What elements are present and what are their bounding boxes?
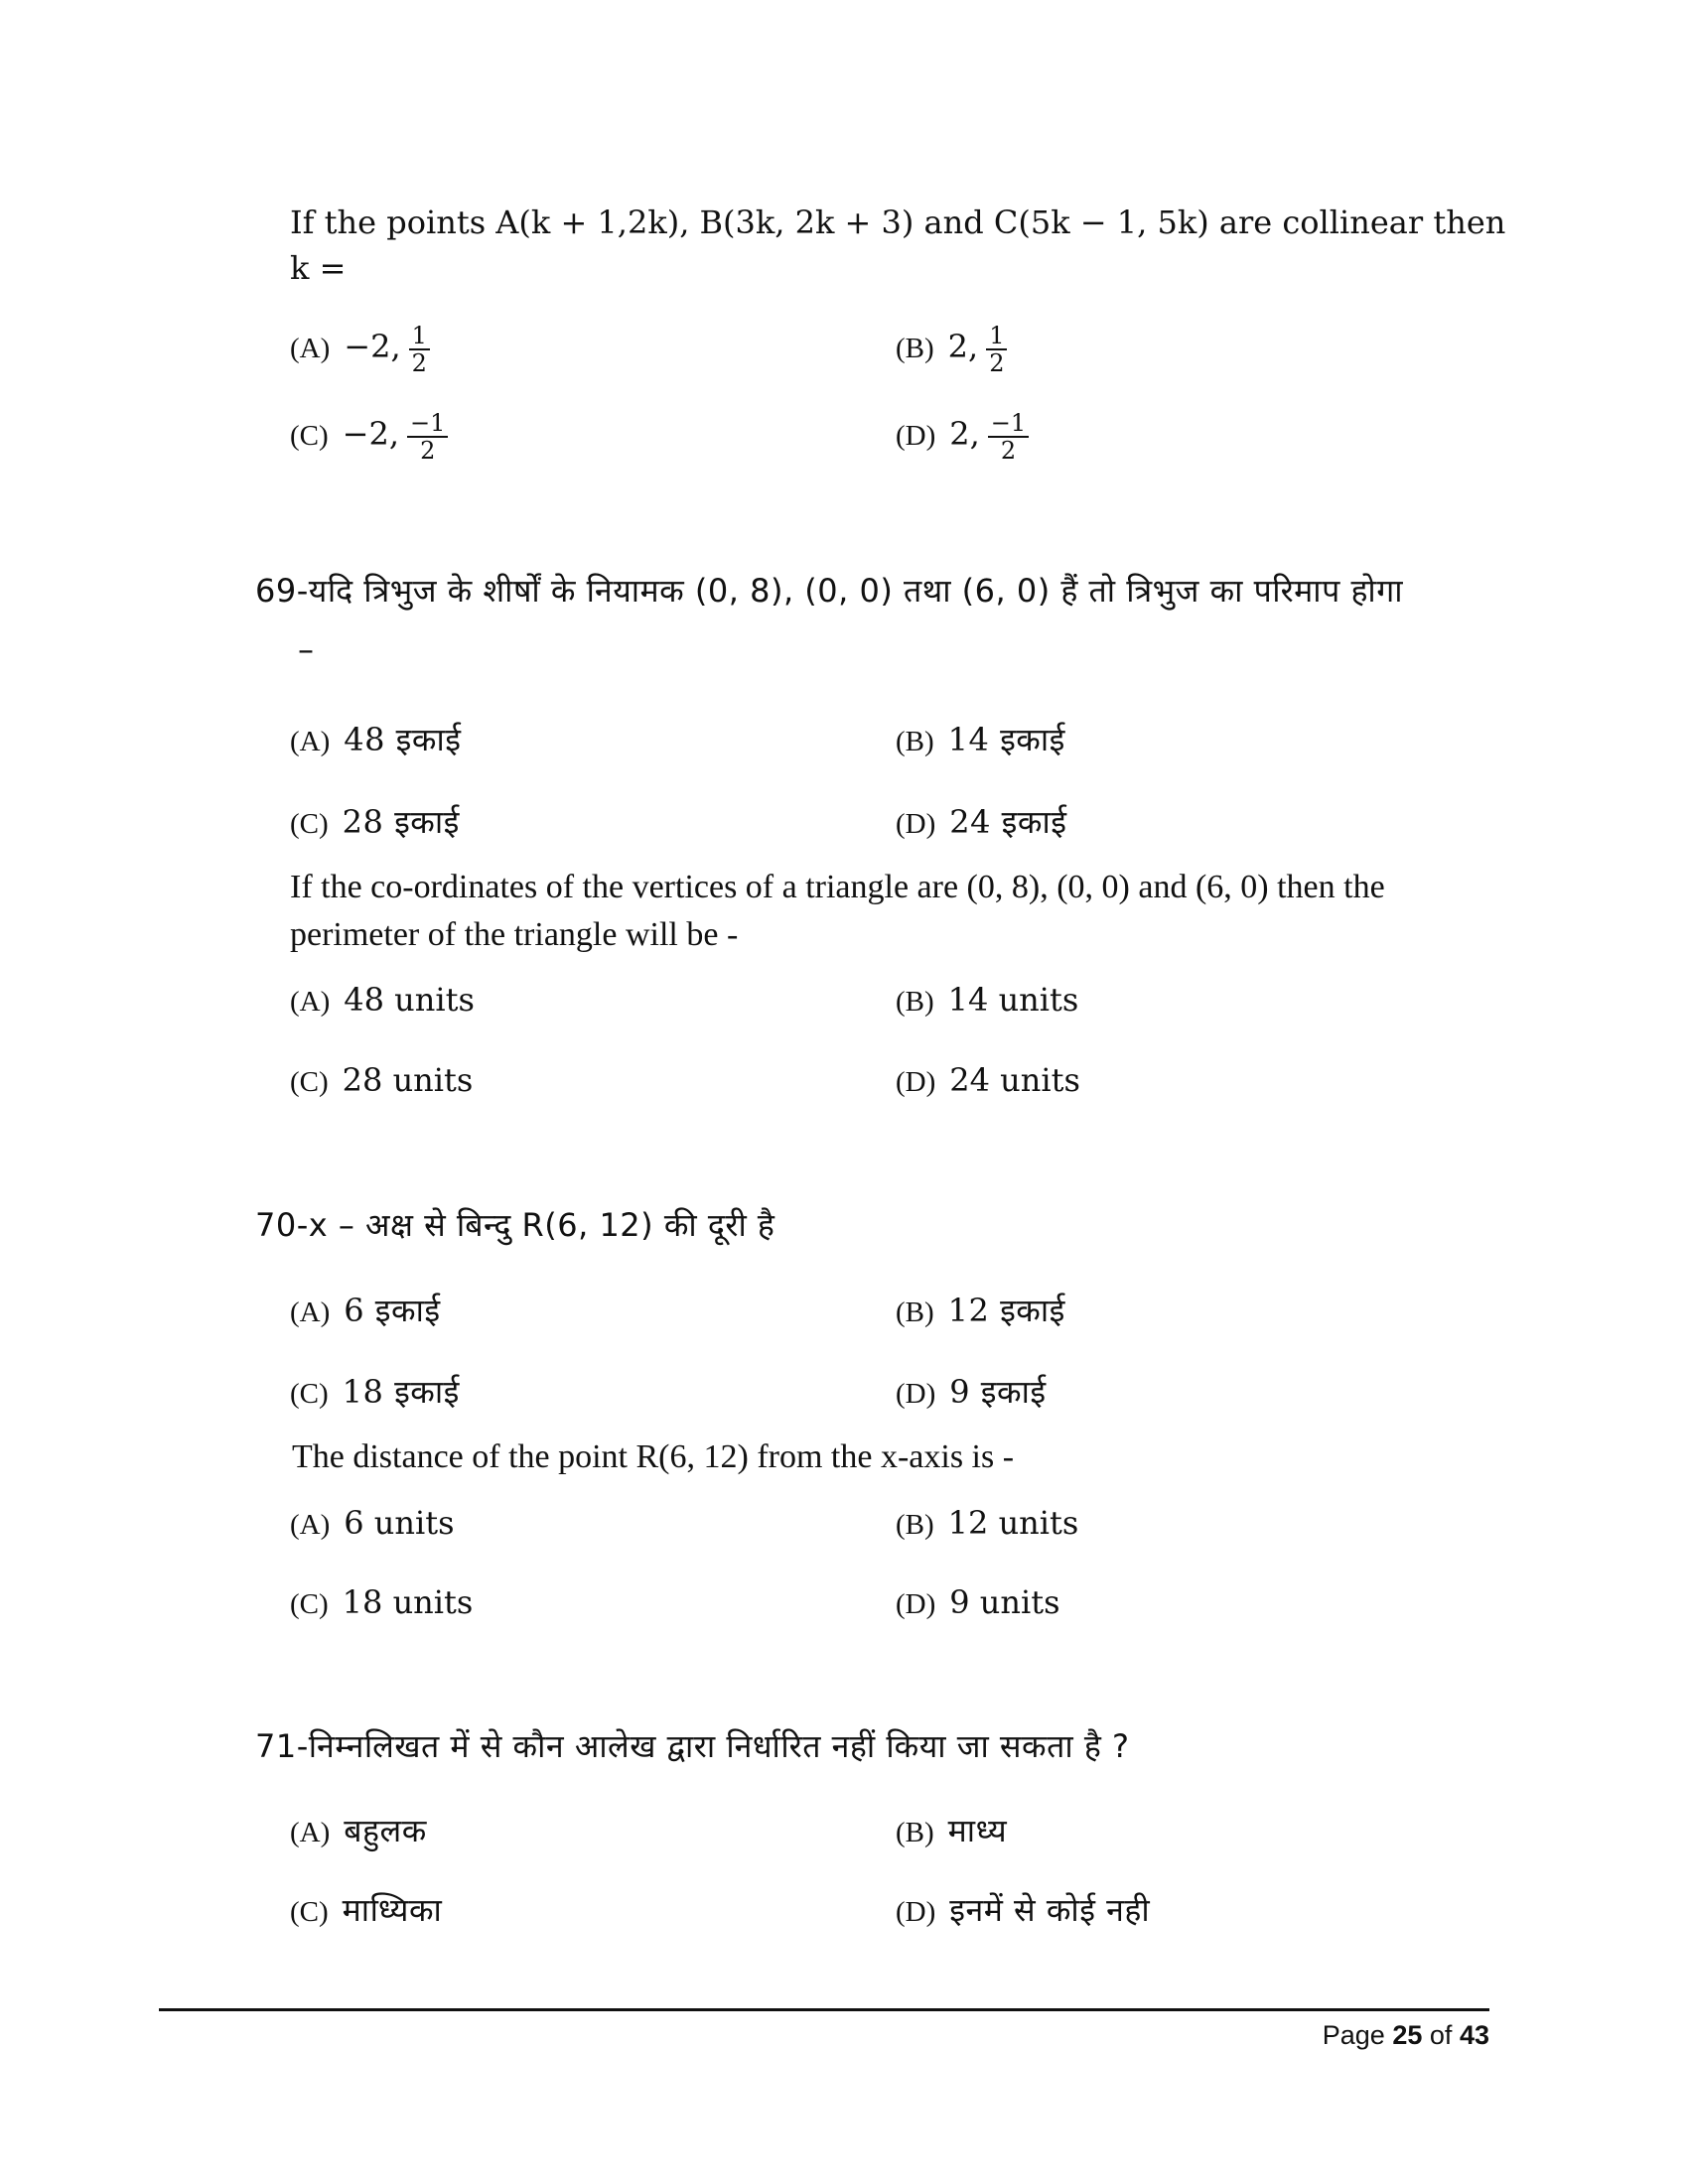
fraction <box>409 323 430 376</box>
option-label: (C) <box>290 1378 329 1410</box>
option-value: 18 units <box>342 1583 474 1621</box>
fraction-denominator: 2 <box>411 349 427 377</box>
q71-hindi-option-b <box>896 1809 1007 1854</box>
option-value: −2, <box>342 414 400 453</box>
option-label: (B) <box>896 1297 934 1328</box>
option-value: 14 units <box>947 981 1079 1019</box>
fraction-denominator: 2 <box>989 349 1005 377</box>
q70-english-option-d <box>896 1580 1060 1626</box>
option-label: (C) <box>290 1066 329 1098</box>
fraction-denominator: 2 <box>420 437 436 465</box>
q70-hindi-option-a <box>290 1289 441 1334</box>
option-value: 12 इकाई <box>947 1292 1065 1329</box>
option-value: 48 इकाई <box>344 721 462 758</box>
option-value: 2, <box>947 327 979 365</box>
q70-hindi-stem: 70-x – अक्ष से बिन्दु R(6, 12) की दूरी है <box>255 1206 775 1244</box>
footer-total-pages: 43 <box>1459 2020 1489 2050</box>
option-label: (A) <box>290 332 331 364</box>
q69-english-option-a <box>290 978 475 1024</box>
option-label: (B) <box>896 1817 934 1848</box>
option-value: माध्य <box>947 1812 1008 1849</box>
q70-english-option-c <box>290 1580 473 1626</box>
q68-option-c <box>290 410 448 464</box>
q68-option-a <box>290 323 430 376</box>
option-value: माध्यिका <box>342 1891 443 1929</box>
option-label: (D) <box>896 1378 936 1410</box>
q70-hindi-option-b <box>896 1289 1065 1334</box>
fraction <box>988 410 1029 464</box>
q69-english-option-d <box>896 1058 1080 1104</box>
q70-english-stem: The distance of the point R(6, 12) from the x-axis is - <box>292 1438 1015 1475</box>
option-label: (A) <box>290 1509 331 1541</box>
option-label: (B) <box>896 332 934 364</box>
q68-stem-line1: If the points A(k + 1,2k), B(3k, 2k + 3) and C(5k − 1, 5k) are collinear then <box>290 204 1506 241</box>
fraction-numerator: 1 <box>986 323 1007 350</box>
page-footer <box>1323 2015 1489 2055</box>
q70-hindi-option-d <box>896 1370 1047 1416</box>
option-label: (C) <box>290 808 329 840</box>
option-label: (D) <box>896 1896 936 1928</box>
footer-of-word: of <box>1429 2020 1453 2050</box>
footer-page-word: Page <box>1322 2020 1385 2050</box>
option-value: बहुलक <box>344 1812 427 1849</box>
q70-english-option-a <box>290 1501 455 1547</box>
option-value: 28 इकाई <box>342 803 460 841</box>
option-value: 28 units <box>342 1061 474 1099</box>
fraction <box>986 323 1007 376</box>
footer-page-number: 25 <box>1392 2020 1423 2050</box>
option-value: 2, <box>949 414 980 453</box>
q70-hindi-option-c <box>290 1370 460 1416</box>
q71-hindi-option-d <box>896 1888 1150 1934</box>
q69-hindi-stem-line1: 69-यदि त्रिभुज के शीर्षों के नियामक (0, 8), (0, 0) तथा (6, 0) हैं तो त्रिभुज का परिमाप होगा <box>255 572 1404 610</box>
option-value: 12 units <box>947 1504 1079 1542</box>
option-label: (D) <box>896 1066 936 1098</box>
option-label: (D) <box>896 808 936 840</box>
fraction-numerator: −1 <box>407 410 448 438</box>
q69-hindi-option-d <box>896 800 1066 846</box>
q68-option-d <box>896 410 1029 464</box>
option-label: (B) <box>896 986 934 1018</box>
fraction <box>407 410 448 464</box>
option-label: (A) <box>290 986 331 1018</box>
option-value: −2, <box>344 327 401 365</box>
option-label: (A) <box>290 1817 331 1848</box>
option-value: 48 units <box>344 981 475 1019</box>
option-label: (D) <box>896 419 936 452</box>
option-value: 6 इकाई <box>344 1292 441 1329</box>
q69-english-option-b <box>896 978 1078 1024</box>
q70-english-option-b <box>896 1501 1078 1547</box>
q69-english-option-c <box>290 1058 473 1104</box>
q68-stem-line2: k = <box>290 249 347 287</box>
q71-hindi-stem: 71-निम्नलिखत में से कौन आलेख द्वारा निर्धारित नहीं किया जा सकता है ? <box>255 1727 1130 1765</box>
q71-hindi-option-c <box>290 1888 442 1934</box>
option-value: 6 units <box>344 1504 455 1542</box>
option-value: 14 इकाई <box>947 721 1065 758</box>
fraction-numerator: −1 <box>988 410 1029 438</box>
option-value: 24 units <box>949 1061 1080 1099</box>
q69-hindi-option-b <box>896 718 1065 763</box>
q69-hindi-option-a <box>290 718 461 763</box>
option-label: (B) <box>896 726 934 757</box>
option-label: (D) <box>896 1588 936 1620</box>
q69-hindi-stem-line2: – <box>298 630 315 668</box>
footer-divider <box>159 2008 1489 2011</box>
option-value: 24 इकाई <box>949 803 1067 841</box>
option-label: (B) <box>896 1509 934 1541</box>
option-value: 9 इकाई <box>949 1373 1047 1411</box>
option-value: 18 इकाई <box>342 1373 460 1411</box>
q69-hindi-option-c <box>290 800 460 846</box>
q69-english-stem-line1: If the co-ordinates of the vertices of a triangle are (0, 8), (0, 0) and (6, 0) then the <box>290 869 1385 905</box>
option-label: (C) <box>290 1896 329 1928</box>
q68-option-b <box>896 323 1007 376</box>
option-value: 9 units <box>949 1583 1060 1621</box>
q69-english-stem-line2: perimeter of the triangle will be - <box>290 916 739 953</box>
option-label: (C) <box>290 419 329 452</box>
option-label: (C) <box>290 1588 329 1620</box>
option-label: (A) <box>290 726 331 757</box>
q71-hindi-option-a <box>290 1809 427 1854</box>
option-value: इनमें से कोई नही <box>949 1891 1151 1929</box>
fraction-denominator: 2 <box>1000 437 1017 465</box>
fraction-numerator: 1 <box>409 323 430 350</box>
option-label: (A) <box>290 1297 331 1328</box>
